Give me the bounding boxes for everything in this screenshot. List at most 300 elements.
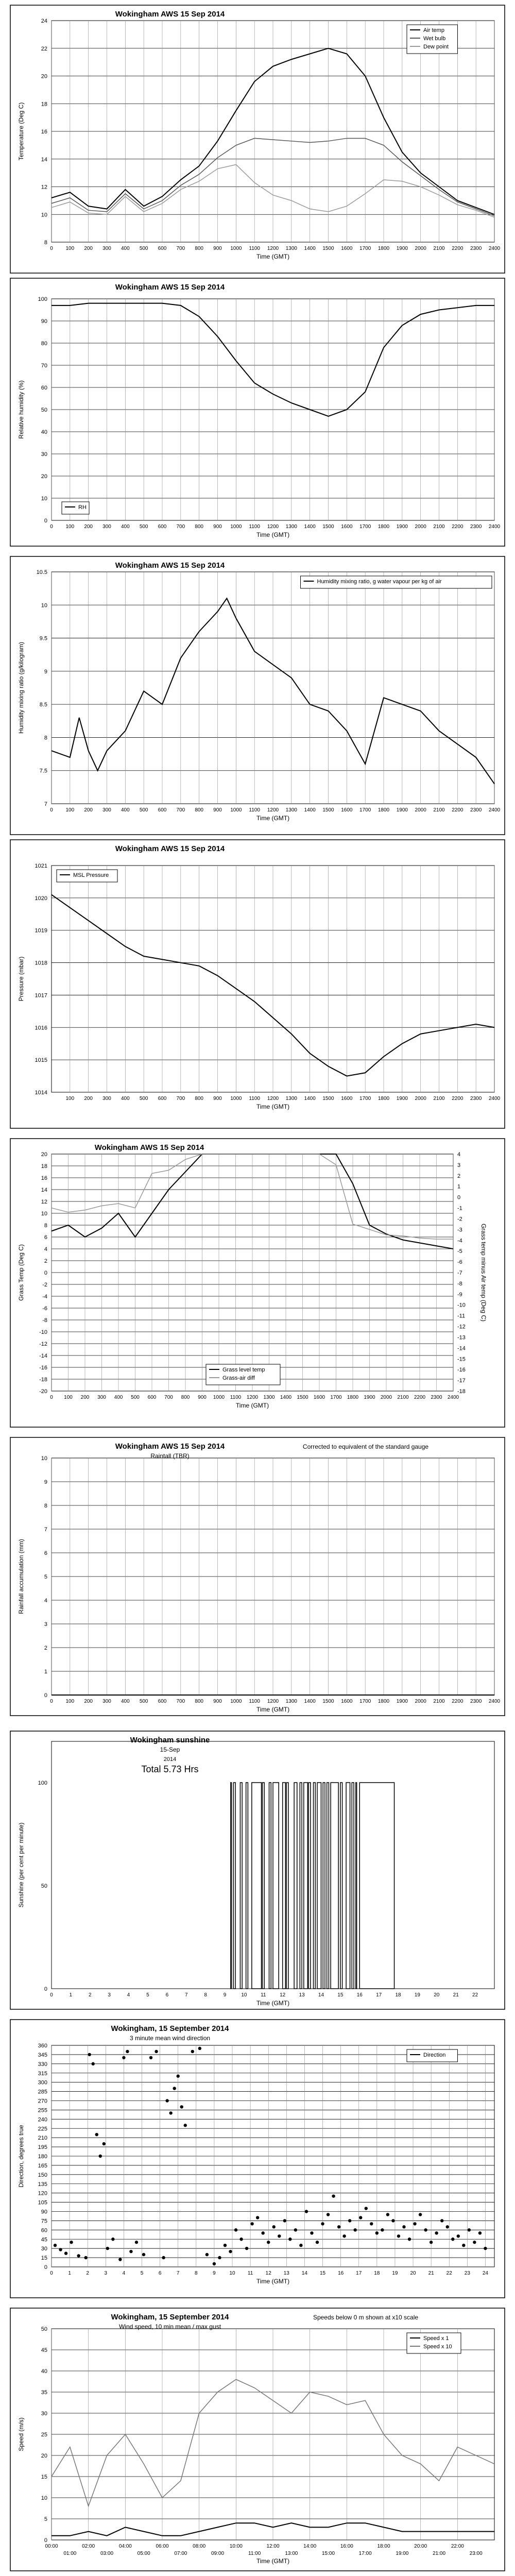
chart-9 <box>10 2308 505 2571</box>
y-tick-label: 10 <box>41 2495 47 2501</box>
x-tick-label: 500 <box>131 1395 140 1400</box>
x-tick-label: 2300 <box>431 1395 442 1400</box>
y-tick-label: 1020 <box>35 895 47 902</box>
x-tick-label: 15 <box>337 1992 344 1998</box>
y-axis-label: Grass Temp (Deg C) <box>18 1244 25 1301</box>
data-point <box>213 2262 216 2265</box>
y-tick-label: 285 <box>38 2089 47 2095</box>
chart-title: Wokingham, 15 September 2014 <box>111 2024 229 2033</box>
x-tick-label: 0 <box>50 807 53 813</box>
y-tick-label: 7 <box>44 801 47 807</box>
x-tick-label: 14:00 <box>303 2544 317 2549</box>
y-tick-label: 345 <box>38 2052 47 2058</box>
y-tick-label: 1021 <box>35 863 47 869</box>
y-tick-label: -2 <box>42 1282 47 1288</box>
y-tick-label: 70 <box>41 363 47 369</box>
y-right-tick-label: -16 <box>457 1367 466 1374</box>
data-point <box>267 2241 270 2244</box>
y-tick-label: 9 <box>44 668 47 675</box>
y-tick-label: 1014 <box>35 1090 47 1096</box>
x-tick-label: 2200 <box>414 1395 426 1400</box>
chart-subtitle: Wind speed, 10 min mean / max gust <box>118 2323 221 2330</box>
legend-label: Air temp <box>423 27 444 33</box>
data-point <box>59 2248 62 2251</box>
data-point <box>419 2213 422 2216</box>
x-tick-label: 2200 <box>452 1096 464 1101</box>
y-tick-label: 45 <box>41 2236 47 2243</box>
data-point <box>162 2256 165 2259</box>
x-tick-label: 1300 <box>285 1096 297 1101</box>
x-tick-label: 1400 <box>304 246 316 251</box>
x-tick-label: 400 <box>121 1096 130 1101</box>
x-tick-label: 500 <box>139 524 148 530</box>
y-tick-label: -8 <box>42 1317 47 1324</box>
x-tick-label: 17 <box>356 2270 362 2276</box>
data-point <box>239 2238 243 2241</box>
y-tick-label: 18 <box>41 1163 47 1170</box>
x-tick-label: 2400 <box>488 524 501 530</box>
y-tick-label: 30 <box>41 451 47 457</box>
x-tick-label: 0 <box>50 524 53 530</box>
x-tick-label: 3 <box>108 1992 111 1998</box>
y-tick-label: 15 <box>41 2474 47 2480</box>
x-tick-label: 20 <box>410 2270 416 2276</box>
y-tick-label: 20 <box>41 73 47 80</box>
x-tick-label: 2 <box>89 1992 92 1998</box>
x-tick-label: 1800 <box>377 807 390 813</box>
x-tick-label: 22:00 <box>451 2544 464 2549</box>
data-point <box>386 2213 389 2216</box>
x-tick-label: 400 <box>114 1395 123 1400</box>
y-tick-label: 20 <box>41 1151 47 1158</box>
data-point <box>224 2244 227 2247</box>
y-tick-label: 10 <box>41 496 47 502</box>
x-tick-label: 700 <box>176 1096 185 1101</box>
y-tick-label: 10 <box>41 602 47 609</box>
y-tick-label: 0 <box>44 1692 47 1699</box>
y-tick-label: 225 <box>38 2126 47 2132</box>
y-tick-label: 4 <box>44 1246 47 1252</box>
y-tick-label: 90 <box>41 318 47 325</box>
x-tick-label: 1000 <box>230 246 242 251</box>
y-axis-label: Speed (m/s) <box>18 2417 25 2451</box>
x-tick-label: 15 <box>319 2270 326 2276</box>
y-axis-label: Pressure (mbar) <box>18 956 25 1002</box>
x-tick-label: 00:00 <box>45 2544 58 2549</box>
data-point <box>435 2231 438 2234</box>
data-point <box>402 2225 405 2228</box>
y-tick-label: 14 <box>41 1187 47 1193</box>
x-tick-label: 21:00 <box>432 2551 446 2556</box>
x-tick-label: 05:00 <box>137 2551 150 2556</box>
y-tick-label: 6 <box>44 1234 47 1241</box>
data-point <box>106 2247 109 2250</box>
x-tick-label: 14 <box>301 2270 307 2276</box>
y-tick-label: 2 <box>44 1258 47 1264</box>
y-tick-label: 8.5 <box>39 702 47 708</box>
y-right-tick-label: -9 <box>457 1291 462 1298</box>
x-tick-label: 100 <box>65 807 75 813</box>
y-tick-label: 35 <box>41 2389 47 2396</box>
legend-label: Speed x 10 <box>423 2344 452 2350</box>
x-tick-label: 1400 <box>304 1699 316 1704</box>
x-tick-label: 1100 <box>230 1395 242 1400</box>
x-tick-label: 500 <box>139 1699 148 1704</box>
chart-year: 2014 <box>163 1756 177 1762</box>
y-tick-label: 12 <box>41 1199 47 1205</box>
x-tick-label: 700 <box>176 807 185 813</box>
chart-title: Wokingham sunshine <box>130 1736 210 1744</box>
legend-label: Speed x 1 <box>423 2335 449 2342</box>
x-tick-label: 1700 <box>359 524 371 530</box>
data-point <box>92 2062 95 2065</box>
x-tick-label: 200 <box>84 246 93 251</box>
data-point <box>332 2194 335 2197</box>
y-right-tick-label: -14 <box>457 1345 466 1352</box>
y-tick-label: 1019 <box>35 927 47 934</box>
data-point <box>218 2256 221 2259</box>
x-tick-label: 500 <box>139 807 148 813</box>
x-tick-label: 500 <box>139 1096 148 1101</box>
data-point <box>84 2256 87 2259</box>
y-right-tick-label: 3 <box>457 1162 461 1168</box>
y-right-tick-label: -1 <box>457 1205 462 1212</box>
x-tick-label: 10 <box>229 2270 235 2276</box>
x-tick-label: 1600 <box>341 1096 353 1101</box>
x-axis-label: Time (GMT) <box>256 253 290 260</box>
data-point <box>408 2238 411 2241</box>
x-tick-label: 800 <box>195 1096 204 1101</box>
y-axis-label: Direction, degrees true <box>18 2125 25 2188</box>
x-tick-label: 900 <box>213 807 222 813</box>
x-tick-label: 1800 <box>377 246 390 251</box>
data-point <box>256 2216 259 2219</box>
x-tick-label: 1900 <box>396 246 408 251</box>
x-tick-label: 600 <box>158 524 167 530</box>
chart-8 <box>10 2020 505 2298</box>
y-right-tick-label: -7 <box>457 1270 462 1276</box>
x-tick-label: 1500 <box>322 1699 334 1704</box>
x-tick-label: 1600 <box>341 246 353 251</box>
y-axis-label: Relative humidity (%) <box>18 380 25 439</box>
x-tick-label: 21 <box>428 2270 434 2276</box>
x-axis-label: Time (GMT) <box>256 1999 290 2007</box>
x-tick-label: 1700 <box>359 807 371 813</box>
x-tick-label: 9 <box>213 2270 216 2276</box>
y-tick-label: 1016 <box>35 1025 47 1031</box>
y-right-tick-label: 4 <box>457 1151 461 1158</box>
chart-note: Speeds below 0 m shown at x10 scale <box>313 2314 419 2321</box>
x-tick-label: 1600 <box>313 1395 325 1400</box>
x-tick-label: 1700 <box>359 246 371 251</box>
x-tick-label: 02:00 <box>82 2544 95 2549</box>
chart-subtitle: 15-Sep <box>160 1746 180 1753</box>
data-point <box>381 2228 384 2231</box>
legend-label: Humidity mixing ratio, g water vapour per kg of air <box>317 579 442 585</box>
x-tick-label: 600 <box>158 1699 167 1704</box>
x-tick-label: 06:00 <box>156 2544 169 2549</box>
data-point <box>54 2244 57 2247</box>
x-tick-label: 15:00 <box>321 2551 335 2556</box>
x-tick-label: 16 <box>356 1992 363 1998</box>
x-tick-label: 01:00 <box>63 2551 77 2556</box>
y-right-tick-label: -6 <box>457 1259 462 1266</box>
y-tick-label: 210 <box>38 2135 47 2142</box>
x-tick-label: 12 <box>265 2270 271 2276</box>
data-point <box>391 2219 394 2222</box>
x-tick-label: 2200 <box>452 524 464 530</box>
x-tick-label: 1400 <box>304 1096 316 1101</box>
data-point <box>354 2228 357 2231</box>
x-axis-label: Time (GMT) <box>256 2557 290 2565</box>
x-tick-label: 23 <box>464 2270 470 2276</box>
x-tick-label: 2200 <box>452 1699 464 1704</box>
x-tick-label: 100 <box>65 1096 75 1101</box>
y-tick-label: 60 <box>41 2227 47 2234</box>
x-tick-label: 1300 <box>263 1395 275 1400</box>
y-tick-label: 10.5 <box>36 569 47 575</box>
chart-1 <box>10 5 505 273</box>
x-tick-label: 18 <box>374 2270 380 2276</box>
x-tick-label: 5 <box>146 1992 149 1998</box>
y-tick-label: 8 <box>44 735 47 741</box>
y-tick-label: 0 <box>44 2264 47 2270</box>
x-tick-label: 1300 <box>285 246 297 251</box>
data-point <box>413 2222 416 2225</box>
legend-label: MSL Pressure <box>73 872 109 878</box>
x-tick-label: 7 <box>176 2270 180 2276</box>
x-tick-label: 24 <box>482 2270 489 2276</box>
data-point <box>122 2056 125 2059</box>
y-tick-label: 1017 <box>35 992 47 999</box>
data-point <box>234 2228 237 2231</box>
x-axis-label: Time (GMT) <box>256 1103 290 1110</box>
chart-note: Corrected to equivalent of the standard gauge <box>302 1443 429 1450</box>
y-tick-label: -10 <box>39 1329 47 1335</box>
y-tick-label: 0 <box>44 518 47 524</box>
data-point <box>337 2225 340 2228</box>
data-point <box>64 2252 67 2255</box>
y-tick-label: 25 <box>41 2432 47 2438</box>
x-tick-label: 17 <box>376 1992 382 1998</box>
y-tick-label: -4 <box>42 1294 47 1300</box>
x-tick-label: 400 <box>121 246 130 251</box>
chart-7 <box>10 1731 505 2009</box>
x-tick-label: 10 <box>241 1992 247 1998</box>
x-tick-label: 1700 <box>330 1395 342 1400</box>
x-tick-label: 10:00 <box>229 2544 243 2549</box>
y-tick-label: -16 <box>39 1365 47 1371</box>
data-point <box>294 2228 297 2231</box>
y-tick-label: 5 <box>44 1574 47 1580</box>
x-tick-label: 1200 <box>267 1699 279 1704</box>
x-tick-label: 4 <box>122 2270 126 2276</box>
x-tick-label: 21 <box>453 1992 459 1998</box>
data-point <box>102 2142 106 2145</box>
legend-label: Grass level temp <box>222 1367 265 1373</box>
y-axis-label: Sunshine (per cent per minute) <box>18 1822 25 1908</box>
chart-title: Wokingham, 15 September 2014 <box>111 2313 229 2321</box>
x-tick-label: 2400 <box>447 1395 459 1400</box>
x-tick-label: 5 <box>140 2270 144 2276</box>
data-point <box>142 2253 145 2256</box>
x-tick-label: 1400 <box>280 1395 292 1400</box>
y-tick-label: 40 <box>41 429 47 435</box>
x-tick-label: 100 <box>65 246 75 251</box>
x-tick-label: 7 <box>184 1992 188 1998</box>
x-tick-label: 600 <box>147 1395 157 1400</box>
y-right-tick-label: -4 <box>457 1238 462 1244</box>
y-tick-label: 5 <box>44 2516 47 2522</box>
x-tick-label: 100 <box>64 1395 73 1400</box>
y-tick-label: 0 <box>44 1270 47 1276</box>
y-tick-label: 16 <box>41 1175 47 1181</box>
x-tick-label: 1200 <box>246 1395 259 1400</box>
y-tick-label: 195 <box>38 2144 47 2151</box>
x-tick-label: 200 <box>84 1699 93 1704</box>
data-point <box>245 2247 248 2250</box>
chart-title: Wokingham AWS 15 Sep 2014 <box>115 10 225 19</box>
x-tick-label: 100 <box>65 1699 75 1704</box>
y-tick-label: 10 <box>41 212 47 218</box>
data-point <box>129 2250 132 2253</box>
x-tick-label: 1000 <box>230 524 242 530</box>
y-tick-label: 1018 <box>35 960 47 967</box>
x-axis-label: Time (GMT) <box>235 1402 269 1409</box>
y-tick-label: 300 <box>38 2079 47 2086</box>
x-tick-label: 22 <box>472 1992 478 1998</box>
legend-label: Grass-air diff <box>222 1375 255 1381</box>
x-tick-label: 1800 <box>377 524 390 530</box>
x-tick-label: 13 <box>299 1992 305 1998</box>
x-tick-label: 200 <box>84 1096 93 1101</box>
data-point <box>327 2213 330 2216</box>
x-tick-label: 900 <box>213 1699 222 1704</box>
x-tick-label: 600 <box>158 246 167 251</box>
y-tick-label: 8 <box>44 1503 47 1509</box>
x-tick-label: 2000 <box>415 246 426 251</box>
x-tick-label: 23:00 <box>469 2551 483 2556</box>
x-tick-label: 700 <box>164 1395 173 1400</box>
x-tick-label: 200 <box>84 524 93 530</box>
x-tick-label: 19 <box>392 2270 398 2276</box>
y-tick-label: 6 <box>44 1550 47 1556</box>
y-tick-label: -6 <box>42 1306 47 1312</box>
x-tick-label: 2300 <box>470 524 482 530</box>
data-point <box>165 2099 168 2102</box>
data-point <box>446 2225 449 2228</box>
x-tick-label: 2400 <box>488 1699 501 1704</box>
x-tick-label: 8 <box>195 2270 198 2276</box>
y-tick-label: 100 <box>38 1780 47 1786</box>
x-tick-label: 300 <box>102 246 111 251</box>
x-tick-label: 3 <box>104 2270 108 2276</box>
y-tick-label: 30 <box>41 2411 47 2417</box>
legend-label: Dew point <box>423 44 449 50</box>
x-tick-label: 1200 <box>267 524 279 530</box>
x-tick-label: 1400 <box>304 807 316 813</box>
x-tick-label: 2400 <box>488 1096 501 1101</box>
y-tick-label: 240 <box>38 2116 47 2123</box>
x-tick-label: 0 <box>50 246 53 251</box>
x-tick-label: 1300 <box>285 524 297 530</box>
x-tick-label: 2000 <box>415 524 426 530</box>
data-point <box>478 2231 482 2234</box>
data-point <box>288 2238 291 2241</box>
x-tick-label: 1200 <box>267 246 279 251</box>
x-tick-label: 11 <box>261 1992 266 1998</box>
data-point <box>250 2222 253 2225</box>
x-tick-label: 700 <box>176 246 185 251</box>
data-point <box>118 2258 122 2261</box>
x-tick-label: 400 <box>121 807 130 813</box>
chart-title: Wokingham AWS 15 Sep 2014 <box>94 1143 204 1152</box>
x-tick-label: 0 <box>50 1699 53 1704</box>
y-right-axis-label: Grass temp minus Air temp (Deg C) <box>480 1223 487 1322</box>
x-tick-label: 1 <box>68 2270 71 2276</box>
data-point <box>261 2231 264 2234</box>
x-tick-label: 800 <box>195 807 204 813</box>
x-tick-label: 600 <box>158 1096 167 1101</box>
y-right-tick-label: -5 <box>457 1248 462 1255</box>
y-axis-label: Humidity mixing ratio (g/kilogram) <box>18 641 25 734</box>
x-tick-label: 12:00 <box>266 2544 280 2549</box>
x-tick-label: 2100 <box>397 1395 409 1400</box>
data-point <box>283 2219 286 2222</box>
x-tick-label: 200 <box>84 807 93 813</box>
x-tick-label: 900 <box>213 524 222 530</box>
x-tick-label: 1100 <box>249 1699 260 1704</box>
chart-title: Wokingham AWS 15 Sep 2014 <box>115 844 225 853</box>
x-tick-label: 17:00 <box>358 2551 372 2556</box>
x-tick-label: 18 <box>395 1992 401 1998</box>
chart-subtitle: 3 minute mean wind direction <box>129 2035 211 2042</box>
x-tick-label: 9 <box>223 1992 227 1998</box>
x-tick-label: 07:00 <box>174 2551 187 2556</box>
y-tick-label: 270 <box>38 2098 47 2105</box>
x-tick-label: 700 <box>176 1699 185 1704</box>
x-tick-label: 1300 <box>285 1699 297 1704</box>
data-point <box>484 2247 487 2250</box>
y-tick-label: 50 <box>41 1883 47 1889</box>
x-tick-label: 2300 <box>470 807 482 813</box>
y-tick-label: 150 <box>38 2172 47 2178</box>
y-tick-label: 90 <box>41 2209 47 2215</box>
x-tick-label: 1500 <box>297 1395 308 1400</box>
x-tick-label: 1000 <box>230 1699 242 1704</box>
data-point <box>375 2231 379 2234</box>
x-tick-label: 2000 <box>415 1096 426 1101</box>
x-tick-label: 1600 <box>341 1699 353 1704</box>
x-tick-label: 1700 <box>359 1096 371 1101</box>
x-tick-label: 800 <box>181 1395 190 1400</box>
x-tick-label: 400 <box>121 524 130 530</box>
y-tick-label: 10 <box>41 1455 47 1462</box>
chart-total: Total 5.73 Hrs <box>141 1764 199 1774</box>
x-tick-label: 14 <box>318 1992 324 1998</box>
x-tick-label: 2 <box>86 2270 89 2276</box>
x-tick-label: 1000 <box>213 1395 225 1400</box>
y-tick-label: 0 <box>44 2537 47 2544</box>
x-axis-label: Time (GMT) <box>256 815 290 822</box>
y-tick-label: -12 <box>39 1341 47 1347</box>
x-tick-label: 1200 <box>267 807 279 813</box>
data-point <box>77 2254 80 2257</box>
chart-5 <box>10 1139 505 1427</box>
x-tick-label: 20:00 <box>414 2544 427 2549</box>
y-tick-label: 15 <box>41 2255 47 2262</box>
data-point <box>99 2155 102 2158</box>
